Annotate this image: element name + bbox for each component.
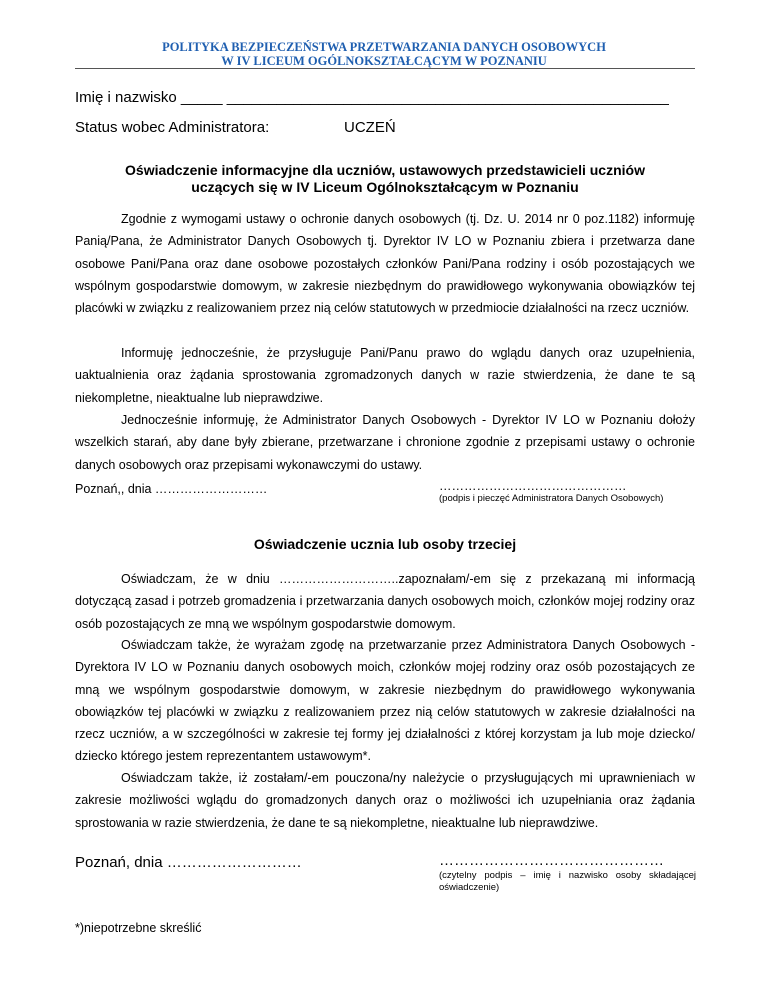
section1-paragraph-2-text: Informuję jednocześnie, że przysługuje Pani/Panu prawo do wglądu danych oraz uzupełnienia, uaktualnienia oraz żądania sprostowania zgromadzonych danych w razie stwierdzenia, że dane te są niekompletne, nieaktualne lub nieprawdziwe. xyxy=(75,346,695,405)
name-field-label: Imię i nazwisko _____ _____________________________________________________ xyxy=(75,89,669,106)
section1-place-date: Poznań,, dnia ……………………… xyxy=(75,482,268,496)
section1-signature-line: ……………………………………… xyxy=(439,479,627,493)
section2-paragraph-2 xyxy=(75,634,695,768)
section2-title: Oświadczenie ucznia lub osoby trzeciej xyxy=(253,536,517,552)
section1-signature-caption: (podpis i pieczęć Administratora Danych Osobowych) xyxy=(439,493,664,504)
section1-paragraph-3-text: Jednocześnie informuję, że Administrator Danych Osobowych - Dyrektor IV LO w Poznaniu dołoży wszelkich starań, aby dane były zbierane, przetwarzane i chronione zgodnie z przepisami ustawy o ochronie danych osobowych oraz przepisami wykonawczymi do ustawy. xyxy=(75,413,695,472)
section2-paragraph-3 xyxy=(75,767,695,834)
header-line-1: POLITYKA BEZPIECZEŃSTWA PRZETWARZANIA DANYCH OSOBOWYCH xyxy=(162,40,606,54)
section1-paragraph-3 xyxy=(75,409,695,476)
section1-title-line-2: uczących się w IV Liceum Ogólnokształcącym w Poznaniu xyxy=(191,179,579,195)
section2-paragraph-1-text: Oświadczam, że w dniu ………………………..zapoznałam/-em się z przekazaną mi informacją dotyczącą zasad i potrzeb gromadzenia i przetwarzania danych osobowych moich, członków mojej rodziny oraz osób pozostających ze mną we wspólnym gospodarstwie domowym. xyxy=(75,572,695,631)
section1-paragraph-2 xyxy=(75,342,695,409)
section2-paragraph-3-text: Oświadczam także, iż zostałam/-em pouczona/ny należycie o przysługujących mi uprawnieniach w zakresie możliwości wglądu do gromadzonych danych oraz o możliwości ich uzupełniania oraz żądania sprostowania w razie stwierdzenia, że dane te są niekompletne, nieaktualne lub nieprawdziwe. xyxy=(75,771,695,830)
section2-paragraph-2-text: Oświadczam także, że wyrażam zgodę na przetwarzanie przez Administratora Danych Osobowych - Dyrektora IV LO w Poznaniu danych osobowych moich, członków mojej rodziny oraz osób pozostających ze mną we wspólnym gospodarstwie domowym, w zakresie niezbędnym do prawidłowego wykonywania obowiązków tej placówki w związku z realizowaniem przez nią celów statutowych w zakresie działalności na rzecz uczniów, a w szczególności w zakresie tej formy jej działalności z której korzystam ja lub moje dziecko/ dziecko którego jestem reprezentantem ustawowym*. xyxy=(75,638,695,764)
section2-paragraph-1 xyxy=(75,568,695,635)
status-value: UCZEŃ xyxy=(344,119,396,136)
section2-signature-line: ……………………………………… xyxy=(439,852,664,869)
status-label: Status wobec Administratora: xyxy=(75,119,270,136)
section1-title-line-1: Oświadczenie informacyjne dla uczniów, ustawowych przedstawicieli uczniów xyxy=(125,162,645,178)
section2-signature-caption: (czytelny podpis – imię i nazwisko osoby składającej oświadczenie) xyxy=(439,870,696,893)
document-header xyxy=(0,40,768,68)
section1-paragraph-1 xyxy=(75,208,695,319)
section2-place-date: Poznań, dnia ……………………… xyxy=(75,854,302,871)
section1-title xyxy=(75,162,695,196)
header-divider xyxy=(75,68,695,69)
header-line-2: W IV LICEUM OGÓLNOKSZTAŁCĄCYM W POZNANIU xyxy=(221,54,547,68)
footnote: *)niepotrzebne skreślić xyxy=(75,921,202,935)
section1-paragraph-1-text: Zgodnie z wymogami ustawy o ochronie danych osobowych (tj. Dz. U. 2014 nr 0 poz.1182) informuję Panią/Pana, że Administrator Danych Osobowych tj. Dyrektor IV LO w Poznaniu zbiera i przetwarza dane osobowe Pani/Pana oraz dane osobowe pozostałych członków Pani/Pana rodziny i osób pozostających we wspólnym gospodarstwie domowym, w zakresie niezbędnym do prawidłowego wykonywania obowiązków tej placówki w związku z realizowaniem przez nią celów statutowych w przedmiocie działalności na rzecz uczniów. xyxy=(75,212,695,316)
